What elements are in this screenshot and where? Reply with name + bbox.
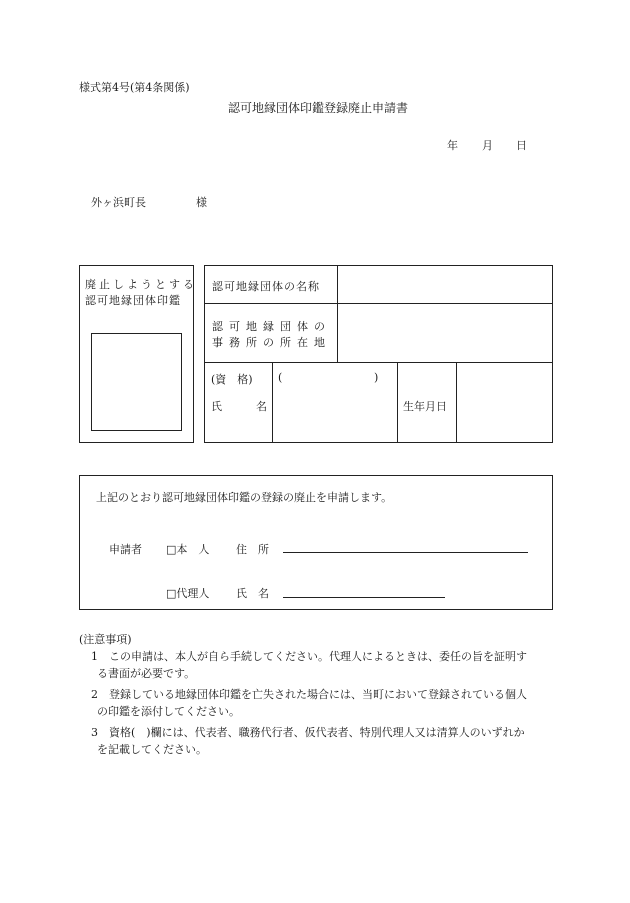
- office-address-label-line1: 認可地縁団体の: [212, 320, 331, 333]
- office-address-label-line2: 事務所の所在地: [212, 336, 331, 349]
- representative-name-label-b: 名: [256, 400, 267, 413]
- date-month-label: 月: [482, 139, 493, 152]
- org-name-field[interactable]: [338, 266, 552, 303]
- date-day-label: 日: [516, 139, 527, 152]
- representative-name-label-a: 氏: [211, 400, 222, 413]
- applicant-label: 申請者: [109, 543, 142, 556]
- note-item-2-line2: の印鑑を添付してください。: [97, 705, 240, 718]
- table-divider: [397, 362, 398, 443]
- proxy-checkbox-option[interactable]: □代理人: [166, 587, 210, 600]
- address-input-line[interactable]: [283, 552, 528, 553]
- addressee-honorific: 様: [196, 196, 207, 209]
- note-item-1-line2: る書面が必要です。: [97, 667, 196, 680]
- note-item-3-line2: を記載してください。: [97, 743, 207, 756]
- representative-name-field[interactable]: [273, 388, 397, 442]
- form-number: 様式第4号(第4条関係): [79, 81, 190, 94]
- seal-box-label-line1: 廃止しようとする: [85, 278, 197, 291]
- qualification-paren-close: ): [374, 371, 379, 384]
- document-title: 認可地縁団体印鑑登録廃止申請書: [228, 101, 409, 115]
- application-statement: 上記のとおり認可地縁団体印鑑の登録の廃止を申請します。: [96, 491, 393, 504]
- self-checkbox-option[interactable]: □本 人: [166, 543, 210, 556]
- office-address-field[interactable]: [338, 304, 552, 362]
- birthdate-field[interactable]: [457, 363, 552, 442]
- notes-heading: (注意事項): [79, 633, 132, 646]
- birthdate-label: 生年月日: [403, 400, 447, 413]
- addressee-name: 外ヶ浜町長: [91, 196, 146, 209]
- applicant-name-label: 氏 名: [236, 587, 269, 600]
- note-item-1-line1: 1 この申請は、本人が自ら手続してください。代理人によるときは、委任の旨を証明す: [91, 650, 527, 663]
- seal-impression-area[interactable]: [91, 333, 182, 431]
- applicant-name-input-line[interactable]: [283, 597, 445, 598]
- address-label: 住 所: [236, 543, 269, 556]
- note-item-3-line1: 3 資格( )欄には、代表者、職務代行者、仮代表者、特別代理人又は清算人のいずれか: [91, 726, 525, 739]
- org-name-label: 認可地縁団体の名称: [212, 280, 320, 293]
- date-year-label: 年: [447, 139, 458, 152]
- seal-box-label-line2: 認可地縁団体印鑑: [85, 294, 181, 307]
- note-item-2-line1: 2 登録している地縁団体印鑑を亡失された場合には、当町において登録されている個人: [91, 688, 527, 701]
- qualification-label: (資 格): [211, 373, 253, 386]
- qualification-field[interactable]: [284, 366, 372, 384]
- qualification-paren-open: (: [278, 371, 283, 384]
